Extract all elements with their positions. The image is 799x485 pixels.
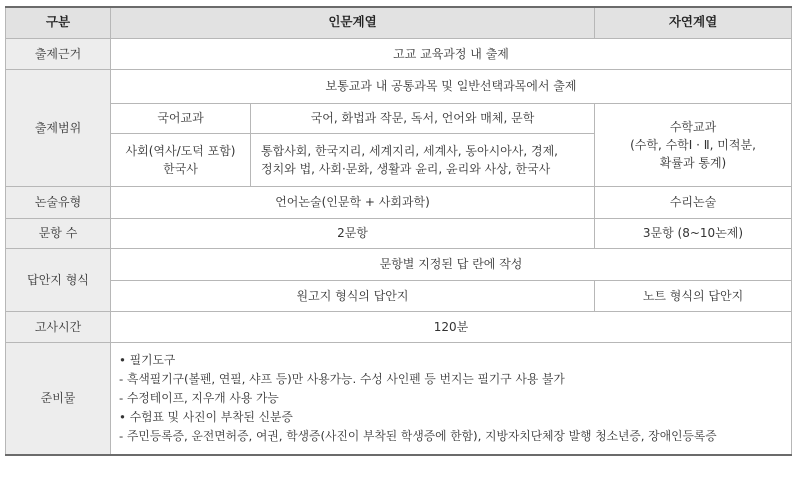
preparation-list <box>111 342 792 455</box>
korean-courses: 국어, 화법과 작문, 독서, 언어와 매체, 문학 <box>251 103 595 133</box>
math-courses-line2: 확률과 통계) <box>659 155 727 170</box>
row-label-scope: 출제범위 <box>6 69 111 186</box>
essay-type-natural: 수리논술 <box>595 186 792 218</box>
header-humanities: 인문계열 <box>111 7 595 38</box>
header-category: 구분 <box>6 7 111 38</box>
question-count-humanities: 2문항 <box>111 218 595 248</box>
answer-format-natural: 노트 형식의 답안지 <box>595 280 792 311</box>
korean-subject: 국어교과 <box>111 103 251 133</box>
preparation-item: - 주민등록증, 운전면허증, 여권, 학생증(사진이 부착된 학생증에 한함), 지방자치단체장 발행 청소년증, 장애인등록증 <box>119 428 717 443</box>
answer-format-common: 문항별 지정된 답 란에 작성 <box>111 248 792 280</box>
social-courses <box>251 133 595 186</box>
math-subject: 수학교과 <box>669 119 717 134</box>
preparation-item: - 흑색필기구(볼펜, 연필, 샤프 등)만 사용가능. 수성 사인펜 등 번지는 필기구 사용 불가 <box>119 371 565 386</box>
math-courses-line1: (수학, 수학Ⅰ · Ⅱ, 미적분, <box>630 137 756 152</box>
question-count-natural: 3문항 (8~10논제) <box>595 218 792 248</box>
social-courses-line2: 정치와 법, 사회·문화, 생활과 윤리, 윤리와 사상, 한국사 <box>261 161 551 176</box>
time-value: 120분 <box>111 311 792 342</box>
social-subject-line2: 한국사 <box>163 161 198 176</box>
row-label-time: 고사시간 <box>6 311 111 342</box>
social-subject <box>111 133 251 186</box>
answer-format-humanities: 원고지 형식의 답안지 <box>111 280 595 311</box>
social-subject-line1: 사회(역사/도덕 포함) <box>125 143 236 158</box>
row-label-basis: 출제근거 <box>6 38 111 69</box>
header-natural: 자연계열 <box>595 7 792 38</box>
preparation-item: - 수정테이프, 지우개 사용 가능 <box>119 390 279 405</box>
row-label-answer-format: 답안지 형식 <box>6 248 111 311</box>
preparation-item: • 필기도구 <box>119 352 176 367</box>
social-courses-line1: 통합사회, 한국지리, 세계지리, 세계사, 동아시아사, 경제, <box>261 143 558 158</box>
scope-general: 보통교과 내 공통과목 및 일반선택과목에서 출제 <box>111 69 792 103</box>
exam-info-table <box>5 6 792 456</box>
basis-value: 고교 교육과정 내 출제 <box>111 38 792 69</box>
row-label-essay-type: 논술유형 <box>6 186 111 218</box>
row-label-question-count: 문항 수 <box>6 218 111 248</box>
preparation-item: • 수험표 및 사진이 부착된 신분증 <box>119 409 293 424</box>
row-label-preparation: 준비물 <box>6 342 111 455</box>
math-scope <box>595 103 792 186</box>
essay-type-humanities: 언어논술(인문학 + 사회과학) <box>111 186 595 218</box>
